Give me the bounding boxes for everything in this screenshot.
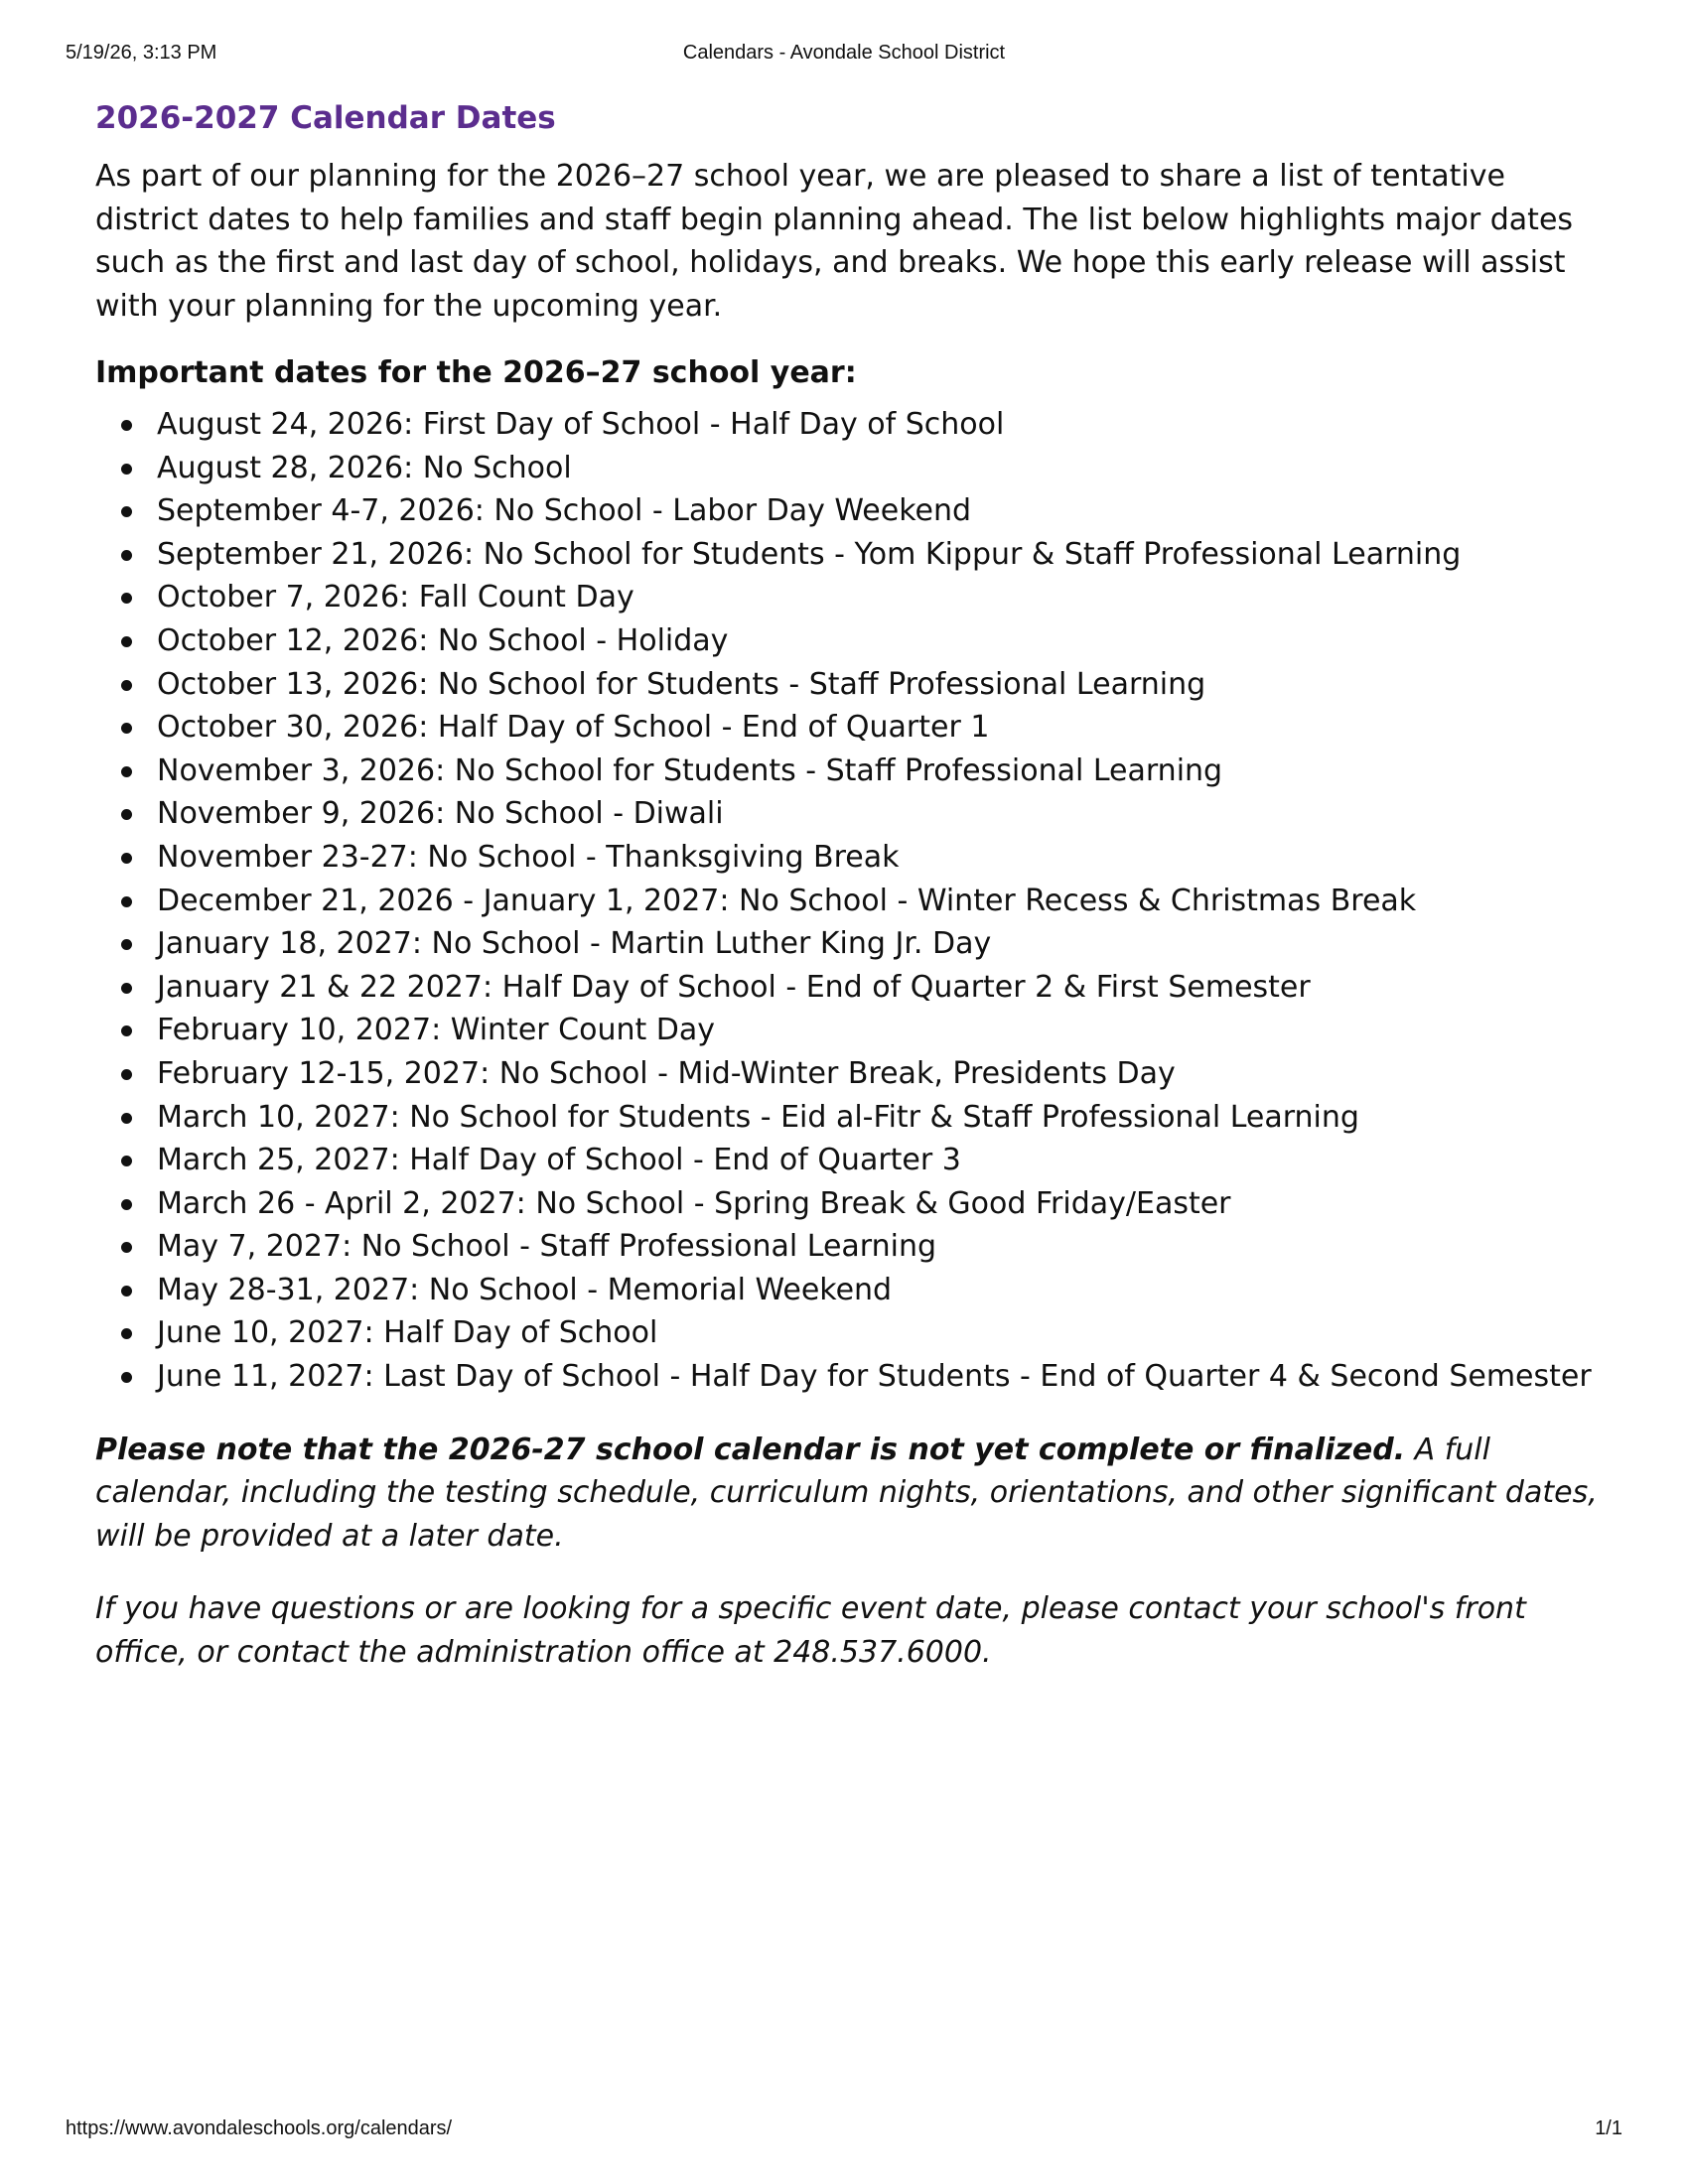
bullet-icon [121, 420, 132, 431]
date-list-item [95, 663, 1615, 707]
date-list-item-text: October 30, 2026: Half Day of School - End of Quarter 1 [157, 710, 990, 746]
date-list-item [95, 836, 1615, 880]
date-list-item [95, 576, 1615, 619]
date-list-item-text: October 13, 2026: No School for Students - Staff Professional Learning [157, 666, 1206, 702]
date-list-item-text: March 26 - April 2, 2027: No School - Spring Break & Good Friday/Easter [157, 1185, 1231, 1221]
date-list-item-text: June 11, 2027: Last Day of School - Half Day for Students - End of Quarter 4 & Second Semester [157, 1359, 1592, 1395]
bullet-icon [121, 1113, 132, 1124]
date-list-item-text: January 21 & 22 2027: Half Day of School - End of Quarter 2 & First Semester [157, 969, 1311, 1005]
bullet-icon [121, 1286, 132, 1297]
date-list-item [95, 533, 1615, 577]
bullet-icon [121, 809, 132, 820]
print-header [0, 42, 1688, 69]
date-list-item-text: February 12-15, 2027: No School - Mid-Winter Break, Presidents Day [157, 1055, 1176, 1091]
date-list-item [95, 1355, 1615, 1399]
date-list-item [95, 1225, 1615, 1269]
date-list-item [95, 966, 1615, 1010]
bullet-icon [121, 506, 132, 517]
date-list-item [95, 706, 1615, 750]
bullet-icon [121, 896, 132, 907]
print-page-number: 1/1 [1595, 2117, 1622, 2139]
date-list-item-text: December 21, 2026 - January 1, 2027: No School - Winter Recess & Christmas Break [157, 883, 1417, 918]
date-list-item [95, 1052, 1615, 1096]
bullet-icon [121, 1242, 132, 1253]
date-list-item [95, 750, 1615, 793]
date-list-item [95, 792, 1615, 836]
bullet-icon [121, 550, 132, 561]
intro-paragraph: As part of our planning for the 2026–27 school year, we are pleased to share a list of tentative district dates to help families and staff begin planning ahead. The list below highlights major dates such as the first and last day of school, holidays, and breaks. We hope this early release will assist with your planning for the upcoming year. [95, 159, 1574, 324]
date-list-item [95, 922, 1615, 966]
date-list-item-text: February 10, 2027: Winter Count Day [157, 1013, 716, 1048]
date-list-item-text: November 9, 2026: No School - Diwali [157, 796, 724, 832]
date-list-item [95, 489, 1615, 533]
important-dates-list [95, 403, 1615, 1399]
date-list-item-text: March 10, 2027: No School for Students - Eid al-Fitr & Staff Professional Learning [157, 1099, 1359, 1135]
bullet-icon [121, 464, 132, 475]
print-url: https://www.avondaleschools.org/calendars/ [66, 2117, 453, 2139]
contact-paragraph: If you have questions or are looking for a specific event date, please contact your school's front office, or contact the administration office at 248.537.6000. [95, 1591, 1526, 1670]
article-content [95, 95, 1615, 1674]
bullet-icon [121, 853, 132, 864]
date-list-item-text: September 4-7, 2026: No School - Labor Day Weekend [157, 493, 972, 529]
date-list-item [95, 619, 1615, 663]
bullet-icon [121, 1328, 132, 1339]
date-list-item [95, 1096, 1615, 1140]
bullet-icon [121, 766, 132, 777]
date-list-item-text: November 23-27: No School - Thanksgiving Break [157, 839, 900, 875]
bullet-icon [121, 1156, 132, 1166]
date-list-item-text: August 28, 2026: No School [157, 450, 572, 485]
print-datetime: 5/19/26, 3:13 PM [66, 42, 217, 64]
bullet-icon [121, 939, 132, 950]
bullet-icon [121, 983, 132, 994]
calendar-note-rest: A full calendar, including the testing schedule, curriculum nights, orientations, and other significant dates, will be provided at a later date. [95, 1432, 1598, 1554]
date-list-item-text: October 7, 2026: Fall Count Day [157, 580, 634, 615]
date-list-item-text: June 10, 2027: Half Day of School [157, 1315, 658, 1351]
date-list-item-text: March 25, 2027: Half Day of School - End of Quarter 3 [157, 1143, 961, 1178]
bullet-icon [121, 680, 132, 691]
bullet-icon [121, 1025, 132, 1036]
date-list-item [95, 403, 1615, 447]
bullet-icon [121, 1372, 132, 1383]
print-page-title: Calendars - Avondale School District [682, 42, 1006, 64]
date-list-item-text: May 7, 2027: No School - Staff Professional Learning [157, 1229, 936, 1265]
date-list-item-text: January 18, 2027: No School - Martin Luther King Jr. Day [157, 926, 992, 962]
date-list-item-text: October 12, 2026: No School - Holiday [157, 622, 729, 658]
date-list-item-text: August 24, 2026: First Day of School - Half Day of School [157, 407, 1005, 442]
bullet-icon [121, 636, 132, 647]
bullet-icon [121, 723, 132, 734]
date-list-item-text: May 28-31, 2027: No School - Memorial Weekend [157, 1272, 893, 1307]
dates-subheading: Important dates for the 2026–27 school year: [95, 355, 857, 390]
date-list-item [95, 1182, 1615, 1226]
bullet-icon [121, 593, 132, 604]
calendar-note-bold: Please note that the 2026-27 school calendar is not yet complete or finalized. [95, 1432, 1406, 1467]
date-list-item-text: September 21, 2026: No School for Students - Yom Kippur & Staff Professional Learning [157, 536, 1462, 572]
date-list-item-text: November 3, 2026: No School for Students - Staff Professional Learning [157, 752, 1223, 788]
bullet-icon [121, 1069, 132, 1080]
date-list-item [95, 880, 1615, 923]
page-title: 2026-2027 Calendar Dates [95, 100, 556, 136]
date-list-item [95, 1269, 1615, 1312]
date-list-item [95, 1009, 1615, 1052]
print-footer [0, 2117, 1688, 2145]
date-list-item [95, 1311, 1615, 1355]
date-list-item [95, 447, 1615, 490]
date-list-item [95, 1139, 1615, 1182]
calendar-note [95, 1429, 1605, 1559]
bullet-icon [121, 1199, 132, 1210]
